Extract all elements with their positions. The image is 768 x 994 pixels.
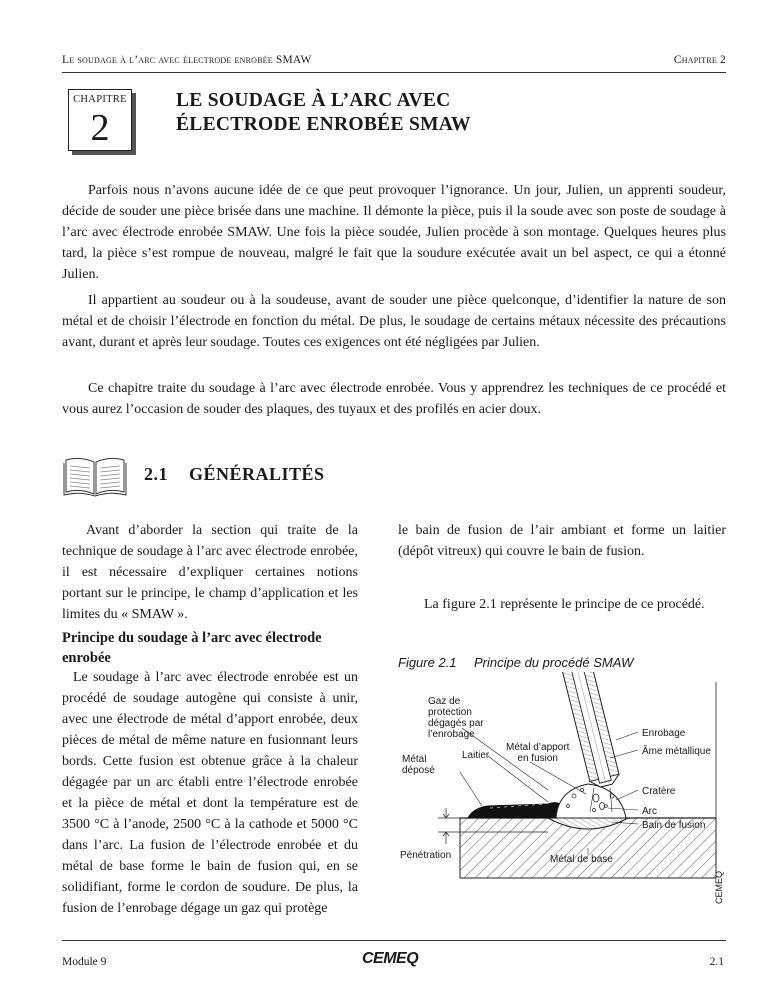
running-header-right: Chapitre 2 bbox=[673, 54, 726, 66]
intro-paragraph-2: Il appartient au soudeur ou à la soudeuse, avant de souder une pièce quelconque, d’identifier la nature de son métal et de choisir l’électrode en fonction du métal. De plus, le soudage de certains métaux nécessite des précautions avant, durant et après leur soudage. Toutes ces exigences ont été négligées par Julien. bbox=[62, 293, 726, 350]
left-paragraph-2: Le soudage à l’arc avec électrode enrobée est un procédé de soudage autogène qui consiste à unir, avec une électrode de métal d’apport enrobée, deux pièces de métal de même nature en fusionnant leurs bords. Cette fusion est obtenue grâce à la chaleur dégagée par un arc établi entre l’électrode enrobée et la pièce de métal et dont la température est de 3500 °C à l’anode, 2500 °C à la cathode et 5000 °C dans l’arc. La fusion de l’électrode enrobée et du métal de base forme le bain de fusion qui, en se solidifiant, forme le cordon de soudure. De plus, la fusion de l’enrobage dégage un gaz qui protège bbox=[62, 670, 358, 916]
right-paragraph-1: le bain de fusion de l’air ambiant et forme un laitier (dépôt vitreux) qui couvre le bain de fusion. bbox=[398, 523, 726, 559]
chapter-number: 2 bbox=[90, 107, 110, 149]
section-title: GÉNÉRALITÉS bbox=[189, 464, 325, 484]
chapter-badge bbox=[68, 89, 132, 151]
chapter-title bbox=[176, 89, 471, 137]
label-laitier: Laitier bbox=[462, 750, 490, 761]
chapter-title-line2: ÉLECTRODE ENROBÉE SMAW bbox=[176, 114, 471, 135]
weld-pool bbox=[556, 784, 626, 818]
section-number: 2.1 bbox=[144, 464, 168, 484]
electrode bbox=[562, 672, 621, 789]
footer-logo: CEMEQ bbox=[362, 950, 419, 967]
label-metal-apport: Métal d’apport en fusion bbox=[506, 742, 570, 764]
label-metal-base: Métal de base bbox=[550, 854, 613, 865]
figure-caption: Principe du procédé SMAW bbox=[474, 655, 634, 670]
label-cratere: Cratère bbox=[642, 786, 676, 797]
label-ame-metallique: Âme métallique bbox=[642, 746, 711, 757]
slag-bead bbox=[468, 803, 570, 818]
footer-page-number: 2.1 bbox=[709, 956, 724, 968]
chapter-label: CHAPITRE bbox=[73, 94, 127, 105]
chapter-title-line1: LE SOUDAGE À L’ARC AVEC bbox=[176, 90, 451, 111]
running-header-left: Le soudage à l’arc avec électrode enrobée SMAW bbox=[62, 54, 312, 66]
header-rule bbox=[62, 72, 726, 73]
label-metal-depose: Métal déposé bbox=[402, 754, 435, 776]
label-enrobage: Enrobage bbox=[642, 728, 686, 739]
label-credit: CEMEQ bbox=[714, 870, 724, 904]
label-gaz: Gaz de protection dégagés par l’enrobage bbox=[428, 696, 484, 740]
left-paragraph-1: Avant d’aborder la section qui traite de la technique de soudage à l’arc avec électrode enrobée, il est nécessaire d’expliquer certaines notions portant sur le principe, le champ d’application et les limites du « SMAW ». bbox=[62, 523, 358, 622]
label-arc: Arc bbox=[642, 806, 657, 817]
intro-paragraph-1: Parfois nous n’avons aucune idée de ce que peut provoquer l’ignorance. Un jour, Julien, un apprenti soudeur, décide de souder une pièce brisée dans une machine. Il démonte la pièce, puis il la soude avec son poste de soudage à l’arc avec électrode enrobée SMAW. Une fois la pièce soudée, Julien procède à son montage. Quelques heures plus tard, la pièce s’est rompue de nouveau, malgré le fait que la soudure exécutée avait un bel aspect, ce qui a étonné Julien. bbox=[62, 183, 726, 282]
label-penetration: Pénétration bbox=[400, 850, 452, 861]
footer-module: Module 9 bbox=[62, 956, 107, 968]
smaw-diagram bbox=[398, 672, 728, 936]
label-bain-fusion: Bain de fusion bbox=[642, 820, 706, 831]
figure-number: Figure 2.1 bbox=[398, 655, 457, 670]
right-paragraph-2: La figure 2.1 représente le principe de ce procédé. bbox=[424, 597, 705, 612]
open-book-icon bbox=[62, 454, 128, 498]
intro-paragraph-3: Ce chapitre traite du soudage à l’arc avec électrode enrobée. Vous y apprendrez les techniques de ce procédé et vous aurez l’occasion de souder des plaques, des tuyaux et des profilés en acier doux. bbox=[62, 381, 726, 417]
subsection-heading: Principe du soudage à l’arc avec électrode enrobée bbox=[62, 630, 322, 666]
footer-rule bbox=[62, 940, 726, 941]
